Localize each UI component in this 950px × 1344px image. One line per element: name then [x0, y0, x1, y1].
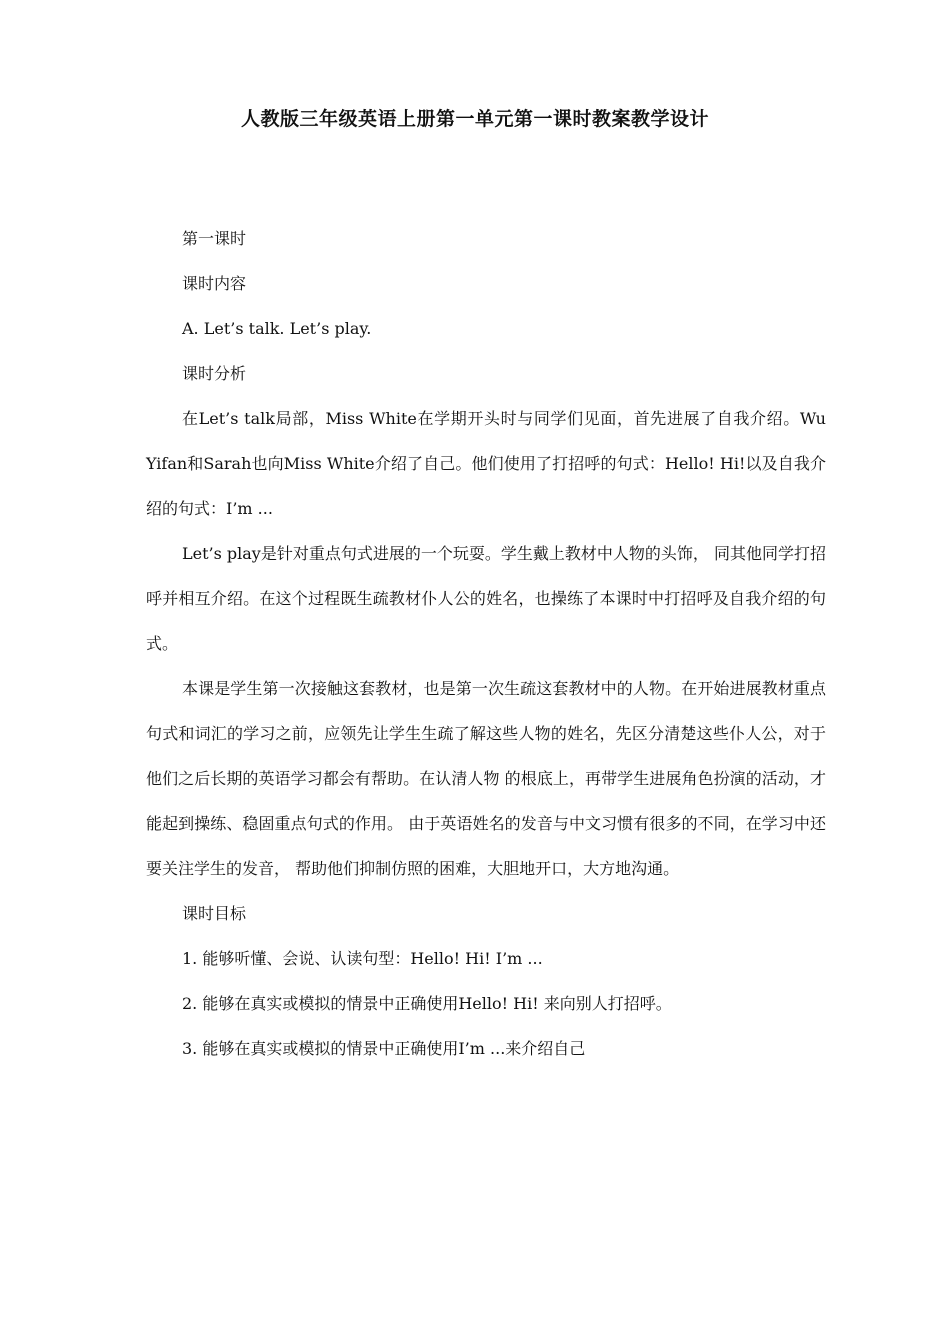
goal-item: 1. 能够听懂、会说、认读句型：Hello! Hi! I’m ...: [182, 949, 543, 968]
analysis-paragraph: 在Let’s talk局部，Miss White在学期开头时与同学们见面，首先进展了自我介绍。Wu Yifan和Sarah也向Miss White介绍了自己。他们使用了打招呼的句式：Hello! Hi!以及自我介绍的句式：I’m ...: [146, 409, 826, 518]
analysis-paragraph: 本课是学生第一次接触这套教材，也是第一次生疏这套教材中的人物。在开始进展教材重点句式和词汇的学习之前，应领先让学生生疏了解这些人物的姓名，先区分清楚这些仆人公，对于他们之后长期的英语学习都会有帮助。在认清人物 的根底上，再带学生进展角色扮演的活动，才能起到操练、稳固重点句式的作用。 由于英语姓名的发音与中文习惯有很多的不同，在学习中还要关注学生的发音， 帮助他们抑制仿照的困难，大胆地开口，大方地沟通。: [146, 679, 826, 878]
content-heading: 课时内容: [182, 274, 247, 293]
goal-item: 2. 能够在真实或模拟的情景中正确使用Hello! Hi! 来向别人打招呼。: [182, 994, 672, 1013]
analysis-paragraph: Let’s play是针对重点句式进展的一个玩耍。学生戴上教材中人物的头饰， 同其他同学打招呼并相互介绍。在这个过程既生疏教材仆人公的姓名，也操练了本课时中打招呼及自我介绍的句式。: [146, 544, 826, 653]
goals-heading: 课时目标: [182, 904, 247, 923]
content-text: A. Let’s talk. Let’s play.: [182, 319, 372, 338]
analysis-heading: 课时分析: [182, 364, 247, 383]
lesson-label: 第一课时: [182, 229, 247, 248]
document-title: 人教版三年级英语上册第一单元第一课时教案教学设计: [240, 108, 709, 130]
goal-item: 3. 能够在真实或模拟的情景中正确使用I’m ...来介绍自己: [182, 1039, 586, 1058]
document-body: [146, 216, 826, 1071]
